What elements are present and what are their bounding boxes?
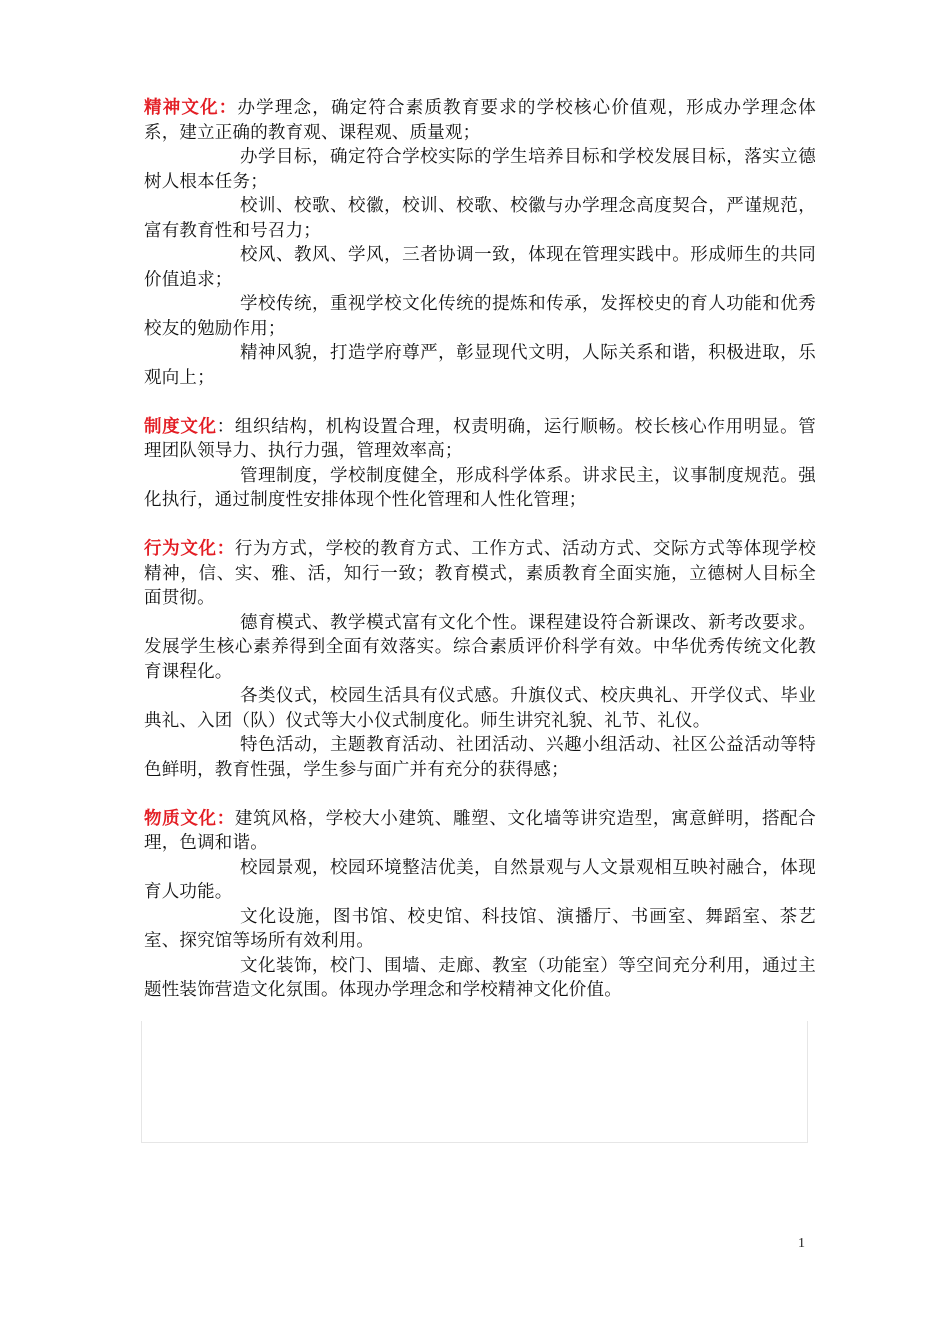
section-heading: 行为文化： [144,539,235,559]
section-item: 校训、校歌、校徽，校训、校歌、校徽与办学理念高度契合，严谨规范，富有教育性和号召力； [144,196,816,241]
empty-text-box [141,1021,808,1143]
section-spacer [144,390,816,415]
section-item: 精神风貌，打造学府尊严，彰显现代文明，人际关系和谐，积极进取，乐观向上； [144,343,816,388]
section-heading: 物质文化： [144,808,235,829]
section-lead-text: 建筑风格，学校大小建筑、雕塑、文化墙等讲究造型，寓意鲜明，搭配合理，色调和谐。 [144,808,816,853]
section-item: 学校传统，重视学校文化传统的提炼和传承，发挥校史的育人功能和优秀校友的勉励作用； [144,294,816,339]
section-lead-text: 行为方式，学校的教育方式、工作方式、活动方式、交际方式等体现学校精神，信、实、雅、活，知行一致；教育模式，素质教育全面实施，立德树人目标全面贯彻。 [144,539,816,608]
section-lead-paragraph [144,96,816,145]
section-institutional-culture [144,415,816,513]
section-heading: 精神文化： [144,98,238,118]
page-number: 1 [798,1236,805,1251]
section-lead-paragraph [144,415,816,464]
section-material-culture [144,807,816,1003]
section-item: 办学目标，确定符合学校实际的学生培养目标和学校发展目标，落实立德树人根本任务； [144,147,816,192]
section-item: 管理制度，学校制度健全，形成科学体系。讲求民主，议事制度规范。强化执行，通过制度性安排体现个性化管理和人性化管理； [144,465,816,510]
section-item: 各类仪式，校园生活具有仪式感。升旗仪式、校庆典礼、开学仪式、毕业典礼、入团（队）仪式等大小仪式制度化。师生讲究礼貌、礼节、礼仪。 [144,686,816,731]
section-item: 校风、教风、学风，三者协调一致，体现在管理实践中。形成师生的共同价值追求； [144,245,816,290]
section-item: 文化设施，图书馆、校史馆、科技馆、演播厅、书画室、舞蹈室、茶艺室、探究馆等场所有效利用。 [144,906,816,951]
section-item: 德育模式、教学模式富有文化个性。课程建设符合新课改、新考改要求。发展学生核心素养得到全面有效落实。综合素质评价科学有效。中华优秀传统文化教育课程化。 [144,612,816,682]
section-lead-text: 办学理念，确定符合素质教育要求的学校核心价值观，形成办学理念体系，建立正确的教育观、课程观、质量观； [144,98,817,143]
section-spacer [144,782,816,807]
section-spacer [144,513,816,538]
section-heading: 制度文化 [144,416,217,437]
section-lead-paragraph [144,807,816,856]
document-body [144,96,816,1003]
section-item: 文化装饰，校门、围墙、走廊、教室（功能室）等空间充分利用，通过主题性装饰营造文化氛围。体现办学理念和学校精神文化价值。 [144,955,816,1000]
section-behavioral-culture [144,537,816,782]
section-spiritual-culture [144,96,816,390]
section-item: 特色活动，主题教育活动、社团活动、兴趣小组活动、社区公益活动等特色鲜明，教育性强，学生参与面广并有充分的获得感； [144,735,816,780]
section-lead-paragraph [144,537,816,611]
section-lead-text: ：组织结构，机构设置合理，权责明确，运行顺畅。校长核心作用明显。管理团队领导力、执行力强，管理效率高； [144,416,816,461]
section-item: 校园景观，校园环境整洁优美，自然景观与人文景观相互映衬融合，体现育人功能。 [144,857,816,902]
